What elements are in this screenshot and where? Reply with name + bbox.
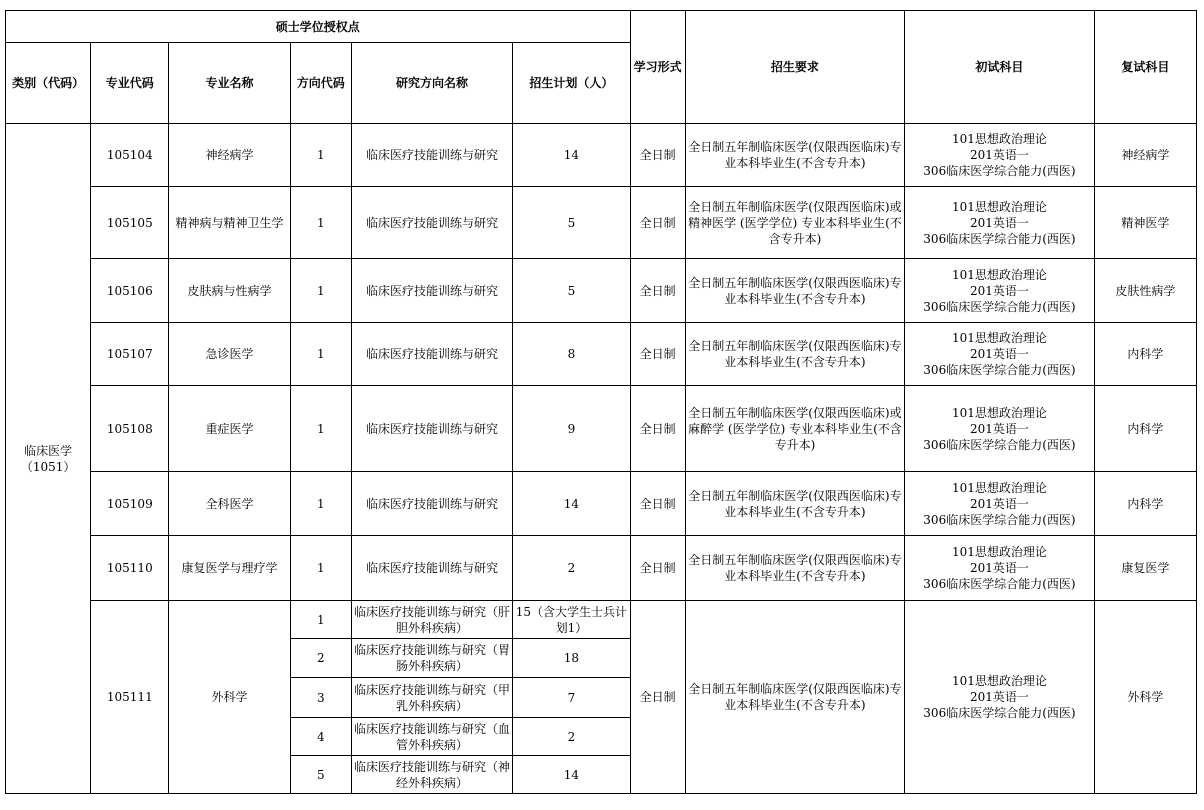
major-name: 急诊医学 [169, 323, 290, 386]
enrollment-plan: 2 [513, 718, 630, 756]
table-row [6, 601, 1197, 639]
exam-subject-item: 306临床医学综合能力(西医) [923, 577, 1076, 591]
exam-subject-item: 306临床医学综合能力(西医) [923, 164, 1076, 178]
study-mode: 全日制 [630, 601, 685, 794]
table-row [6, 472, 1197, 536]
direction-name: 临床医疗技能训练与研究（胃肠外科疾病） [351, 639, 512, 678]
major-code: 105105 [91, 187, 169, 259]
retest-subject: 内科学 [1094, 323, 1196, 386]
direction-code: 2 [290, 639, 351, 678]
major-name: 全科医学 [169, 472, 290, 536]
exam-subject-item: 201英语一 [969, 148, 1029, 162]
enrollment-plan: 8 [513, 323, 630, 386]
exam-subjects [905, 187, 1094, 259]
direction-name: 临床医疗技能训练与研究 [351, 536, 512, 601]
study-mode: 全日制 [630, 536, 685, 601]
enrollment-plan: 2 [513, 536, 630, 601]
exam-subjects [905, 472, 1094, 536]
header-major-name: 专业名称 [169, 43, 290, 124]
retest-subject: 康复医学 [1094, 536, 1196, 601]
requirements: 全日制五年制临床医学(仅限西医临床)或麻醉学 (医学学位) 专业本科毕业生(不含专升本) [685, 386, 905, 472]
table-row [6, 323, 1197, 386]
retest-subject: 内科学 [1094, 472, 1196, 536]
major-code: 105108 [91, 386, 169, 472]
direction-name: 临床医疗技能训练与研究 [351, 386, 512, 472]
enrollment-plan: 14 [513, 756, 630, 794]
direction-name: 临床医疗技能训练与研究（甲乳外科疾病） [351, 678, 512, 718]
table-row [6, 386, 1197, 472]
header-dir-name: 研究方向名称 [351, 43, 512, 124]
major-name: 神经病学 [169, 124, 290, 187]
exam-subject-item: 306临床医学综合能力(西医) [923, 512, 1076, 527]
retest-subject: 内科学 [1094, 386, 1196, 472]
major-code: 105106 [91, 259, 169, 323]
direction-name: 临床医疗技能训练与研究 [351, 259, 512, 323]
direction-name: 临床医疗技能训练与研究 [351, 472, 512, 536]
retest-subject: 外科学 [1094, 601, 1196, 794]
exam-subject-item: 101思想政治理论 [951, 199, 1047, 214]
enrollment-plan: 14 [513, 472, 630, 536]
major-code: 105110 [91, 536, 169, 601]
exam-subject-item: 101思想政治理论 [951, 674, 1047, 688]
requirements: 全日制五年制临床医学(仅限西医临床)专业本科毕业生(不含专升本) [685, 323, 905, 386]
requirements: 全日制五年制临床医学(仅限西医临床)专业本科毕业生(不含专升本) [685, 124, 905, 187]
direction-name: 临床医疗技能训练与研究（血管外科疾病） [351, 718, 512, 756]
direction-name: 临床医疗技能训练与研究 [351, 124, 512, 187]
header-major-code: 专业代码 [91, 43, 169, 124]
direction-code: 1 [290, 601, 351, 639]
header-exam: 初试科目 [905, 11, 1094, 124]
enrollment-plan: 14 [513, 124, 630, 187]
major-name: 皮肤病与性病学 [169, 259, 290, 323]
direction-code: 3 [290, 678, 351, 718]
exam-subjects [905, 124, 1094, 187]
requirements: 全日制五年制临床医学(仅限西医临床)专业本科毕业生(不含专升本) [685, 472, 905, 536]
exam-subjects [905, 386, 1094, 472]
exam-subject-item: 201英语一 [969, 347, 1029, 361]
exam-subject-item: 306临床医学综合能力(西医) [923, 231, 1076, 246]
exam-subjects [905, 259, 1094, 323]
direction-code: 1 [290, 124, 351, 187]
retest-subject: 神经病学 [1094, 124, 1196, 187]
header-category: 类别（代码） [6, 43, 91, 124]
exam-subject-item: 306临床医学综合能力(西医) [923, 706, 1076, 720]
major-name: 外科学 [169, 601, 290, 794]
exam-subject-item: 306临床医学综合能力(西医) [923, 363, 1076, 377]
major-code: 105107 [91, 323, 169, 386]
admissions-table [5, 10, 1197, 794]
exam-subject-item: 101思想政治理论 [951, 545, 1047, 559]
enrollment-plan: 18 [513, 639, 630, 678]
major-code: 105104 [91, 124, 169, 187]
direction-code: 1 [290, 472, 351, 536]
study-mode: 全日制 [630, 386, 685, 472]
direction-name: 临床医疗技能训练与研究 [351, 323, 512, 386]
requirements: 全日制五年制临床医学(仅限西医临床)专业本科毕业生(不含专升本) [685, 601, 905, 794]
table-row [6, 536, 1197, 601]
study-mode: 全日制 [630, 323, 685, 386]
direction-code: 1 [290, 323, 351, 386]
direction-code: 1 [290, 386, 351, 472]
direction-code: 4 [290, 718, 351, 756]
header-mode: 学习形式 [630, 11, 685, 124]
table-row [6, 124, 1197, 187]
exam-subject-item: 201英语一 [969, 421, 1029, 436]
major-code: 105111 [91, 601, 169, 794]
category-cell: 临床医学（1051） [6, 124, 91, 794]
major-name: 重症医学 [169, 386, 290, 472]
header-plan: 招生计划（人） [513, 43, 630, 124]
enrollment-plan: 5 [513, 259, 630, 323]
enrollment-plan: 9 [513, 386, 630, 472]
header-retest: 复试科目 [1094, 11, 1196, 124]
exam-subject-item: 306临床医学综合能力(西医) [923, 437, 1076, 452]
study-mode: 全日制 [630, 259, 685, 323]
study-mode: 全日制 [630, 187, 685, 259]
direction-name: 临床医疗技能训练与研究（肝胆外科疾病） [351, 601, 512, 639]
header-group: 硕士学位授权点 [6, 11, 631, 43]
enrollment-plan: 15（含大学生士兵计划1） [513, 601, 630, 639]
table-row [6, 259, 1197, 323]
major-name: 精神病与精神卫生学 [169, 187, 290, 259]
exam-subject-item: 101思想政治理论 [951, 331, 1047, 345]
major-code: 105109 [91, 472, 169, 536]
study-mode: 全日制 [630, 472, 685, 536]
exam-subject-item: 201英语一 [969, 690, 1029, 704]
enrollment-plan: 7 [513, 678, 630, 718]
table-row [6, 187, 1197, 259]
exam-subject-item: 306临床医学综合能力(西医) [923, 299, 1076, 314]
major-name: 康复医学与理疗学 [169, 536, 290, 601]
exam-subject-item: 101思想政治理论 [951, 405, 1047, 420]
requirements: 全日制五年制临床医学(仅限西医临床)专业本科毕业生(不含专升本) [685, 536, 905, 601]
retest-subject: 精神医学 [1094, 187, 1196, 259]
direction-code: 5 [290, 756, 351, 794]
exam-subject-item: 201英语一 [969, 215, 1029, 230]
header-requirements: 招生要求 [685, 11, 905, 124]
exam-subjects [905, 601, 1094, 794]
enrollment-plan: 5 [513, 187, 630, 259]
direction-code: 1 [290, 259, 351, 323]
header-dir-code: 方向代码 [290, 43, 351, 124]
exam-subject-item: 201英语一 [969, 496, 1029, 511]
direction-code: 1 [290, 536, 351, 601]
exam-subject-item: 201英语一 [969, 561, 1029, 575]
retest-subject: 皮肤性病学 [1094, 259, 1196, 323]
direction-code: 1 [290, 187, 351, 259]
direction-name: 临床医疗技能训练与研究 [351, 187, 512, 259]
exam-subject-item: 101思想政治理论 [951, 267, 1047, 282]
exam-subjects [905, 323, 1094, 386]
exam-subject-item: 201英语一 [969, 283, 1029, 298]
exam-subjects [905, 536, 1094, 601]
exam-subject-item: 101思想政治理论 [951, 132, 1047, 146]
requirements: 全日制五年制临床医学(仅限西医临床)或精神医学 (医学学位) 专业本科毕业生(不含专升本) [685, 187, 905, 259]
direction-name: 临床医疗技能训练与研究（神经外科疾病） [351, 756, 512, 794]
requirements: 全日制五年制临床医学(仅限西医临床)专业本科毕业生(不含专升本) [685, 259, 905, 323]
study-mode: 全日制 [630, 124, 685, 187]
exam-subject-item: 101思想政治理论 [951, 480, 1047, 495]
